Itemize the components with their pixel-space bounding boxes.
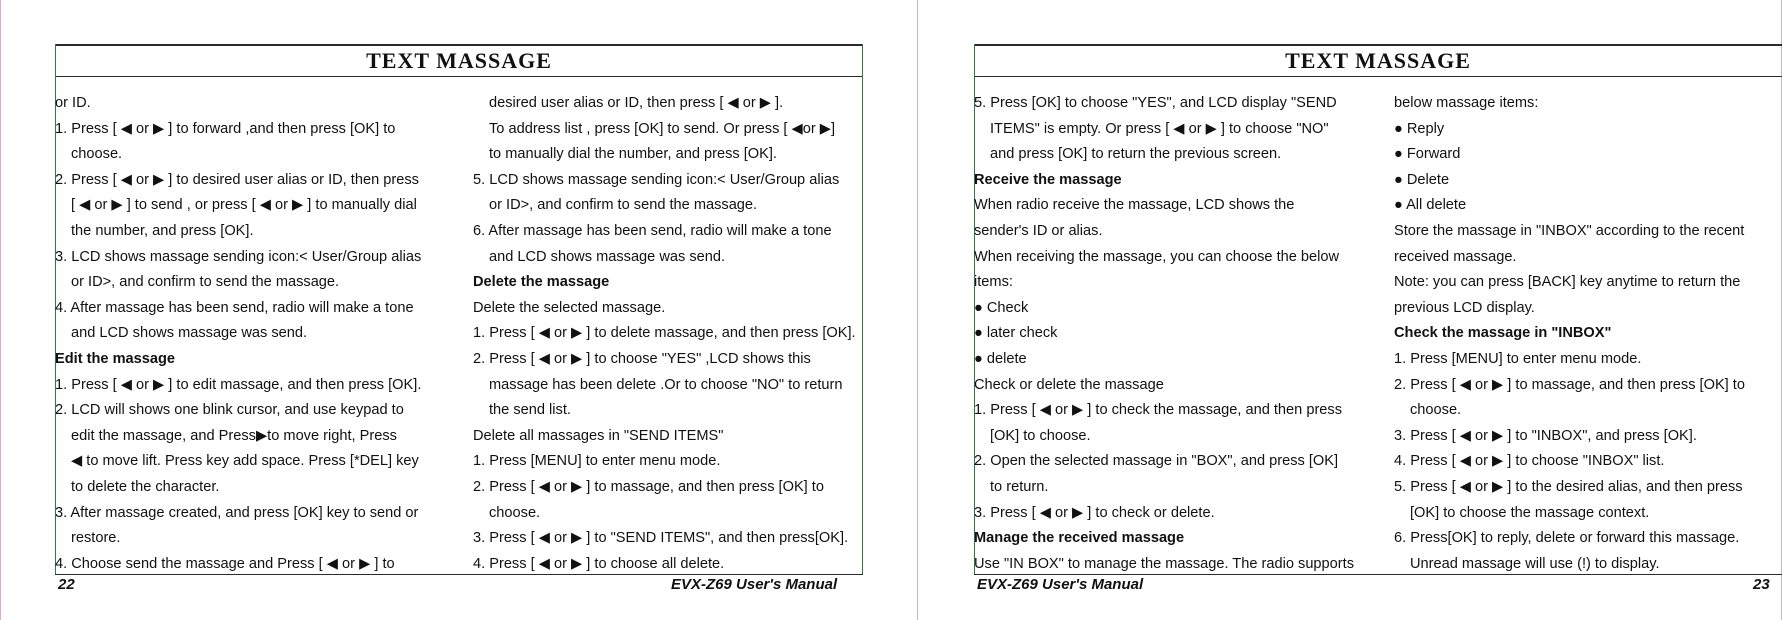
text-line: Use "IN BOX" to manage the massage. The radio supports (974, 555, 1354, 572)
left-page-number: 22 (58, 576, 75, 593)
text-line: 1. Press [ ◀ or ▶ ] to forward ,and then press [OK] to (55, 120, 396, 137)
left-page-title: TEXT MASSAGE (366, 48, 552, 73)
text-line: 4. Choose send the massage and Press [ ◀ or ▶ ] to (55, 555, 395, 572)
text-line: below massage items: (1394, 95, 1539, 111)
text-line: 3. Press [ ◀ or ▶ ] to "SEND ITEMS", and then press[OK]. (473, 530, 849, 547)
text-line: When radio receive the massage, LCD shows the (974, 197, 1295, 214)
section-heading: Check the massage in "INBOX" (1394, 325, 1612, 342)
text-line: 5. Press [ ◀ or ▶ ] to the desired alias, and then press (1394, 478, 1743, 495)
right-page-number: 23 (1753, 576, 1770, 593)
right-page-title: TEXT MASSAGE (1285, 48, 1471, 73)
right-footer-title: EVX-Z69 User's Manual (977, 576, 1144, 593)
text-line: items: (974, 274, 1013, 291)
left-page (0, 0, 860, 620)
text-line: 5. Press [OK] to choose "YES", and LCD display "SEND (974, 95, 1337, 111)
text-line: Delete all massages in "SEND ITEMS" (473, 427, 724, 444)
right-header-bar (974, 44, 1782, 77)
text-line: 3. After massage created, and press [OK] key to send or (55, 504, 419, 521)
text-line: and LCD shows massage was send. (489, 248, 726, 265)
text-line: ● All delete (1394, 197, 1467, 214)
text-line: the number, and press [OK]. (71, 222, 254, 239)
text-line: and LCD shows massage was send. (71, 325, 308, 342)
text-line: Check or delete the massage (974, 376, 1164, 393)
text-line: ● later check (974, 325, 1058, 342)
text-line: desired user alias or ID, then press [ ◀ or ▶ ]. (489, 95, 784, 111)
left-column-2 (473, 91, 856, 577)
text-line: choose. (489, 504, 541, 521)
text-line: ● Check (974, 299, 1029, 316)
text-line: 4. Press [ ◀ or ▶ ] to choose "INBOX" list. (1394, 453, 1665, 470)
text-line: to manually dial the number, and press [OK]. (489, 146, 777, 163)
text-line: 4. After massage has been send, radio will make a tone (55, 299, 414, 316)
left-column-1 (55, 91, 421, 577)
text-line: 2. Press [ ◀ or ▶ ] to desired user alias or ID, then press (55, 171, 419, 188)
text-line: and press [OK] to return the previous screen. (990, 146, 1282, 163)
text-line: 2. Press [ ◀ or ▶ ] to massage, and then press [OK] to (473, 478, 824, 495)
text-line: 2. Open the selected massage in "BOX", and press [OK] (974, 453, 1339, 470)
section-heading: Receive the massage (974, 171, 1122, 188)
text-line: Note: you can press [BACK] key anytime to return the (1394, 274, 1741, 291)
section-heading: Edit the massage (55, 350, 176, 367)
text-line: 3. LCD shows massage sending icon:< User/Group alias (55, 248, 422, 265)
text-line: Unread massage will use (!) to display. (1410, 555, 1660, 572)
text-line: 3. Press [ ◀ or ▶ ] to "INBOX", and press [OK]. (1394, 427, 1697, 444)
text-line: 5. LCD shows massage sending icon:< User/Group alias (473, 171, 840, 188)
left-frame-right (862, 44, 863, 574)
text-line: 1. Press [MENU] to enter menu mode. (473, 453, 721, 470)
text-line: 2. Press [ ◀ or ▶ ] to choose "YES" ,LCD shows this (473, 350, 811, 367)
text-line: Delete the selected massage. (473, 299, 666, 316)
section-heading: Manage the received massage (974, 530, 1185, 547)
text-line: or ID>, and confirm to send the massage. (489, 197, 758, 214)
text-line: ITEMS" is empty. Or press [ ◀ or ▶ ] to choose "NO" (990, 120, 1329, 137)
text-line: 1. Press [MENU] to enter menu mode. (1394, 350, 1642, 367)
section-heading: Delete the massage (473, 274, 610, 291)
right-column-2 (1394, 91, 1745, 577)
text-line: Store the massage in "INBOX" according to the recent (1394, 222, 1745, 239)
text-line: When receiving the massage, you can choose the below (974, 248, 1340, 265)
text-line: 1. Press [ ◀ or ▶ ] to check the massage, and then press (974, 402, 1343, 419)
text-line: choose. (1410, 402, 1462, 419)
text-line: [ ◀ or ▶ ] to send , or press [ ◀ or ▶ ] to manually dial (71, 197, 417, 214)
text-line: 2. Press [ ◀ or ▶ ] to massage, and then press [OK] to (1394, 376, 1745, 393)
text-line: [OK] to choose the massage context. (1410, 504, 1650, 521)
text-line: 6. After massage has been send, radio will make a tone (473, 222, 832, 239)
text-line: ● delete (974, 350, 1027, 367)
right-column-1 (974, 91, 1354, 577)
text-line: 1. Press [ ◀ or ▶ ] to delete massage, and then press [OK]. (473, 325, 856, 342)
text-line: the send list. (489, 402, 571, 419)
text-line: ● Forward (1394, 146, 1461, 163)
text-line: ◀ to move lift. Press key add space. Press [*DEL] key (71, 453, 419, 470)
text-line: ● Delete (1394, 171, 1450, 188)
left-header-bar (55, 44, 863, 77)
text-line: massage has been delete .Or to choose "NO" to return (489, 376, 843, 393)
text-line: To address list , press [OK] to send. Or press [ ◀or ▶] (489, 120, 836, 137)
text-line: 3. Press [ ◀ or ▶ ] to check or delete. (974, 504, 1215, 521)
text-line: sender's ID or alias. (974, 222, 1103, 239)
text-line: [OK] to choose. (990, 427, 1091, 444)
text-line: or ID. (55, 95, 91, 111)
text-line: edit the massage, and Press▶to move right, Press (71, 427, 397, 444)
text-line: to return. (990, 478, 1049, 495)
text-line: 1. Press [ ◀ or ▶ ] to edit massage, and then press [OK]. (55, 376, 422, 393)
text-line: 2. LCD will shows one blink cursor, and use keypad to (55, 402, 404, 419)
right-page (917, 0, 1777, 620)
left-footer-title: EVX-Z69 User's Manual (671, 576, 838, 593)
text-line: 4. Press [ ◀ or ▶ ] to choose all delete. (473, 555, 725, 572)
text-line: choose. (71, 146, 123, 163)
text-line: previous LCD display. (1394, 299, 1535, 316)
text-line: 6. Press[OK] to reply, delete or forward this massage. (1394, 530, 1740, 547)
text-line: to delete the character. (71, 478, 220, 495)
text-line: or ID>, and confirm to send the massage. (71, 274, 340, 291)
text-line: received massage. (1394, 248, 1517, 265)
text-line: restore. (71, 530, 121, 547)
text-line: ● Reply (1394, 120, 1445, 137)
